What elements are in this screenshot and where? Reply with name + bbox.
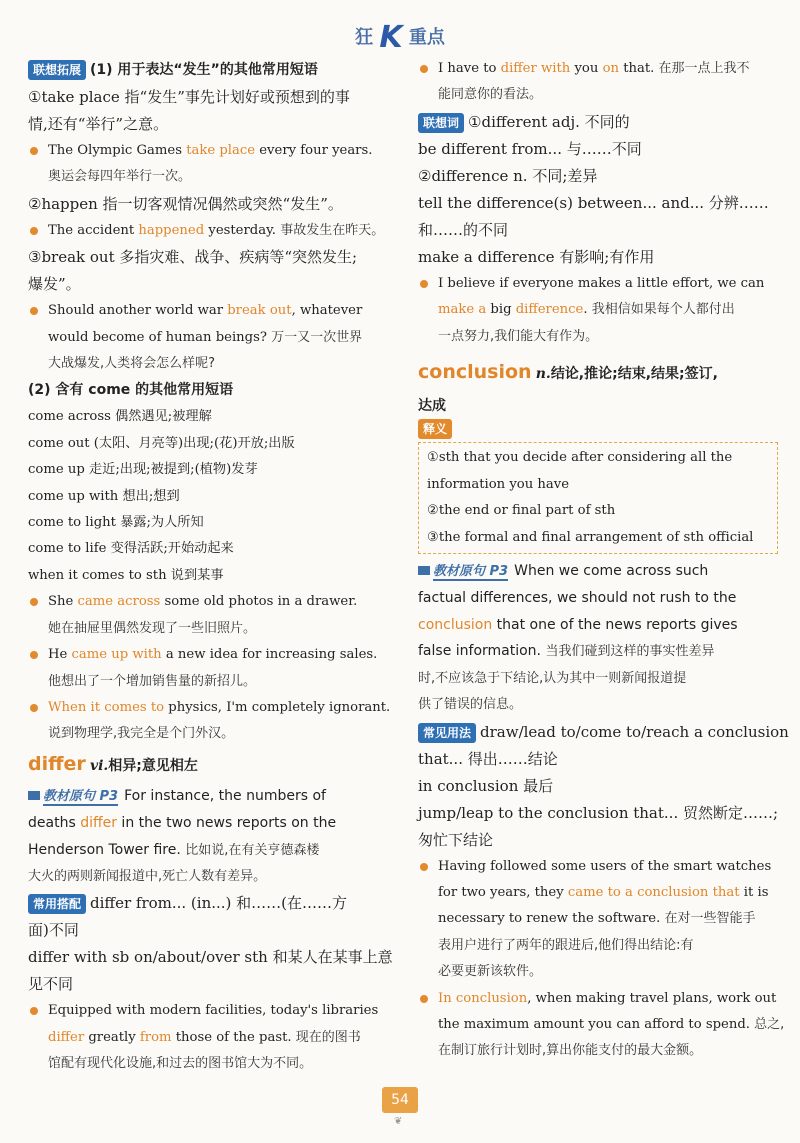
bullet-icon — [420, 65, 428, 73]
example-item: I have to differ with you on that. 在那一点上我不 能同意你的看法。 — [418, 56, 778, 109]
definition-line: ①sth that you decide after considering all the — [427, 450, 733, 466]
book-icon — [418, 566, 430, 575]
right-column: I have to differ with you on that. 在那一点上我不 能同意你的看法。 联想词 ①different adj. 不同的 be different from... 与……不同 ②difference n. 不同;差异 tell the difference(s) between... and... 分辨…… 和……的不同 make a difference 有影响;有作用 I believe if everyone makes a little effort, we can make a big difference. 我相信如果每个人都付出 一点努力,我们能大有作为。 conclusion n.结论,推论;结束,结果;签订, 达成 释义 ①sth that you decide after considering all the information you have ②the end or final part of sth ③the formal and final arrangement of sth official 教材原句 P3 When we come across such factual differences, we should not rush to the conclusion that one of the news reports gives false information. 当我们碰到这样的事实性差异 时,不应该急于下结论,认为其中一则新闻报道提 供了错误的信息。 常见用法 draw/lead to/come to/reach a conclusion that... 得出……结论 in conclusion 最后 jump/leap to the conclusion that... 贸然断定……; 匆忙下结论 Having followed some users of the smart watches for two years, they came to a conclusion that it is necessary to renew the software. 在对一些智能手 表用户进行了两年的跟进后,他们得出结论:有 必要更新该软件。 In conclusion, when making travel plans, work out the maximum amount you can afford to spend. 总之, 在制订旅行计划时,算出你能支付的最大金额。 — [418, 56, 778, 1065]
entry-heading-differ: differ vi.相异;意见相左 — [28, 752, 198, 775]
bullet-icon — [30, 704, 38, 712]
example-item: He came up with a new idea for increasing sales. 他想出了一个增加销售量的新招儿。 — [28, 642, 394, 695]
paragraph: ②happen 指一切客观情况偶然或突然“发生”。 — [28, 194, 343, 213]
bullet-icon — [420, 863, 428, 871]
example-item: Having followed some users of the smart watches for two years, they came to a conclusion that it is necessary to renew the software. 在对一些智能手 表用户进行了两年的跟进后,他们得出结论:有 必要更新该软件。 — [418, 854, 778, 986]
left-column: 联想拓展 (1) 用于表达“发生”的其他常用短语 ①take place 指“发生”事先计划好或预想到的事 情,还有“举行”之意。 The Olympic Games take place every four years. 奥运会每四年举行一次。 ②happen 指一切客观情况偶然或突然“发生”。 The accident happened yesterday. 事故发生在昨天。 ③break out 多指灾难、战争、疾病等“突然发生; 爆发”。 Should another world war break out, whatever would become of human beings? 万一又一次世界 大战爆发,人类将会怎么样呢? (2) 含有 come 的其他常用短语 come across 偶然遇见;被理解 come out (太阳、月亮等)出现;(花)开放;出版 come up 走近;出现;被提到;(植物)发芽 come up with 想出;想到 come to light 暴露;为人所知 come to life 变得活跃;开始动起来 when it comes to sth 说到某事 She came across some old photos in a drawer. 她在抽屉里偶然发现了一些旧照片。 He came up with a new idea for increasing sales. 他想出了一个增加销售量的新招儿。 When it comes to physics, I'm completely ignorant. 说到物理学,我完全是个门外汉。 differ vi.相异;意见相左 教材原句 P3 For instance, the numbers of deaths differ in the two news reports on the Henderson Tower fire. 比如说,在有关亨德森楼 大火的两则新闻报道中,死亡人数有差异。 常用搭配 differ from... (in...) 和……(在……方 面)不同 differ with sb on/about/over sth 和某人在某事上意 见不同 Equipped with modern facilities, today's libraries differ greatly from those of the past. 现在的图书 馆配有现代化设施,和过去的图书馆大为不同。 — [28, 56, 394, 1078]
bullet-icon — [30, 598, 38, 606]
phrase-item: come up with 想出;想到 — [28, 488, 180, 504]
extension-heading: 联想拓展 (1) 用于表达“发生”的其他常用短语 — [28, 56, 394, 84]
entry-heading-conclusion: conclusion n.结论,推论;结束,结果;签订, — [418, 361, 718, 384]
bullet-icon — [30, 147, 38, 155]
definition-line: ③the formal and final arrangement of sth official — [427, 529, 754, 545]
bullet-icon — [30, 307, 38, 315]
definition-tag: 释义 — [418, 419, 452, 439]
page-header — [0, 6, 800, 54]
example-item: The Olympic Games take place every four years. 奥运会每四年举行一次。 — [28, 138, 394, 191]
paragraph: 情,还有“举行”之意。 — [28, 115, 169, 133]
phrase-item: come across 偶然遇见;被理解 — [28, 409, 212, 425]
phrase-item: come to life 变得活跃;开始动起来 — [28, 541, 234, 557]
definition-line: information you have — [427, 476, 570, 492]
collocation-heading: 常用搭配 differ from... (in...) 和……(在……方 — [28, 890, 394, 917]
bullet-icon — [30, 1007, 38, 1015]
paragraph: ①take place 指“发生”事先计划好或预想到的事 — [28, 88, 350, 106]
book-icon — [28, 791, 40, 800]
example-item: She came across some old photos in a drawer. 她在抽屉里偶然发现了一些旧照片。 — [28, 589, 394, 642]
subheading: (2) 含有 come 的其他常用短语 — [28, 382, 234, 399]
page-number: 54 — [382, 1087, 418, 1113]
example-item: Should another world war break out, whatever would become of human beings? 万一又一次世界 大战爆发,人类将会怎么样呢? — [28, 298, 394, 377]
paragraph: 爆发”。 — [28, 275, 81, 294]
extension-tag: 联想拓展 — [28, 60, 86, 80]
phrase-item: when it comes to sth 说到某事 — [28, 567, 224, 583]
example-item: In conclusion, when making travel plans, work out the maximum amount you can afford to spend. 总之, 在制订旅行计划时,算出你能支付的最大金额。 — [418, 986, 778, 1065]
phrase-item: come to light 暴露;为人所知 — [28, 515, 204, 531]
example-item: When it comes to physics, I'm completely ignorant. 说到物理学,我完全是个门外汉。 — [28, 695, 394, 748]
definition-line: ②the end or final part of sth — [427, 503, 616, 519]
association-heading: 联想词 ①different adj. 不同的 — [418, 109, 778, 136]
bullet-icon — [420, 280, 428, 288]
phrase-item: come up 走近;出现;被提到;(植物)发芽 — [28, 462, 258, 478]
usage-tag: 常见用法 — [418, 723, 476, 743]
brand-logo: 狂 K 重点 — [355, 20, 445, 55]
bullet-icon — [30, 227, 38, 235]
leaf-icon: ❦ — [394, 1116, 403, 1127]
bullet-icon — [420, 995, 428, 1003]
usage-heading: 常见用法 draw/lead to/come to/reach a conclusion — [418, 719, 778, 746]
collocation-tag: 常用搭配 — [28, 894, 86, 914]
example-item: The accident happened yesterday. 事故发生在昨天。 — [28, 218, 394, 244]
bullet-icon — [30, 651, 38, 659]
phrase-item: come out (太阳、月亮等)出现;(花)开放;出版 — [28, 435, 295, 451]
paragraph: ③break out 多指灾难、战争、疾病等“突然发生; — [28, 248, 358, 267]
source-sentence: 教材原句 P3 For instance, the numbers of — [28, 783, 394, 810]
association-tag: 联想词 — [418, 113, 464, 133]
example-item: I believe if everyone makes a little effort, we can make a big difference. 我相信如果每个人都付出 一点努力,我们能大有作为。 — [418, 271, 778, 350]
example-item: Equipped with modern facilities, today's libraries differ greatly from those of the past. 现在的图书 馆配有现代化设施,和过去的图书馆大为不同。 — [28, 998, 394, 1077]
source-sentence: 教材原句 P3 When we come across such — [418, 558, 778, 585]
definition-box — [418, 442, 778, 554]
